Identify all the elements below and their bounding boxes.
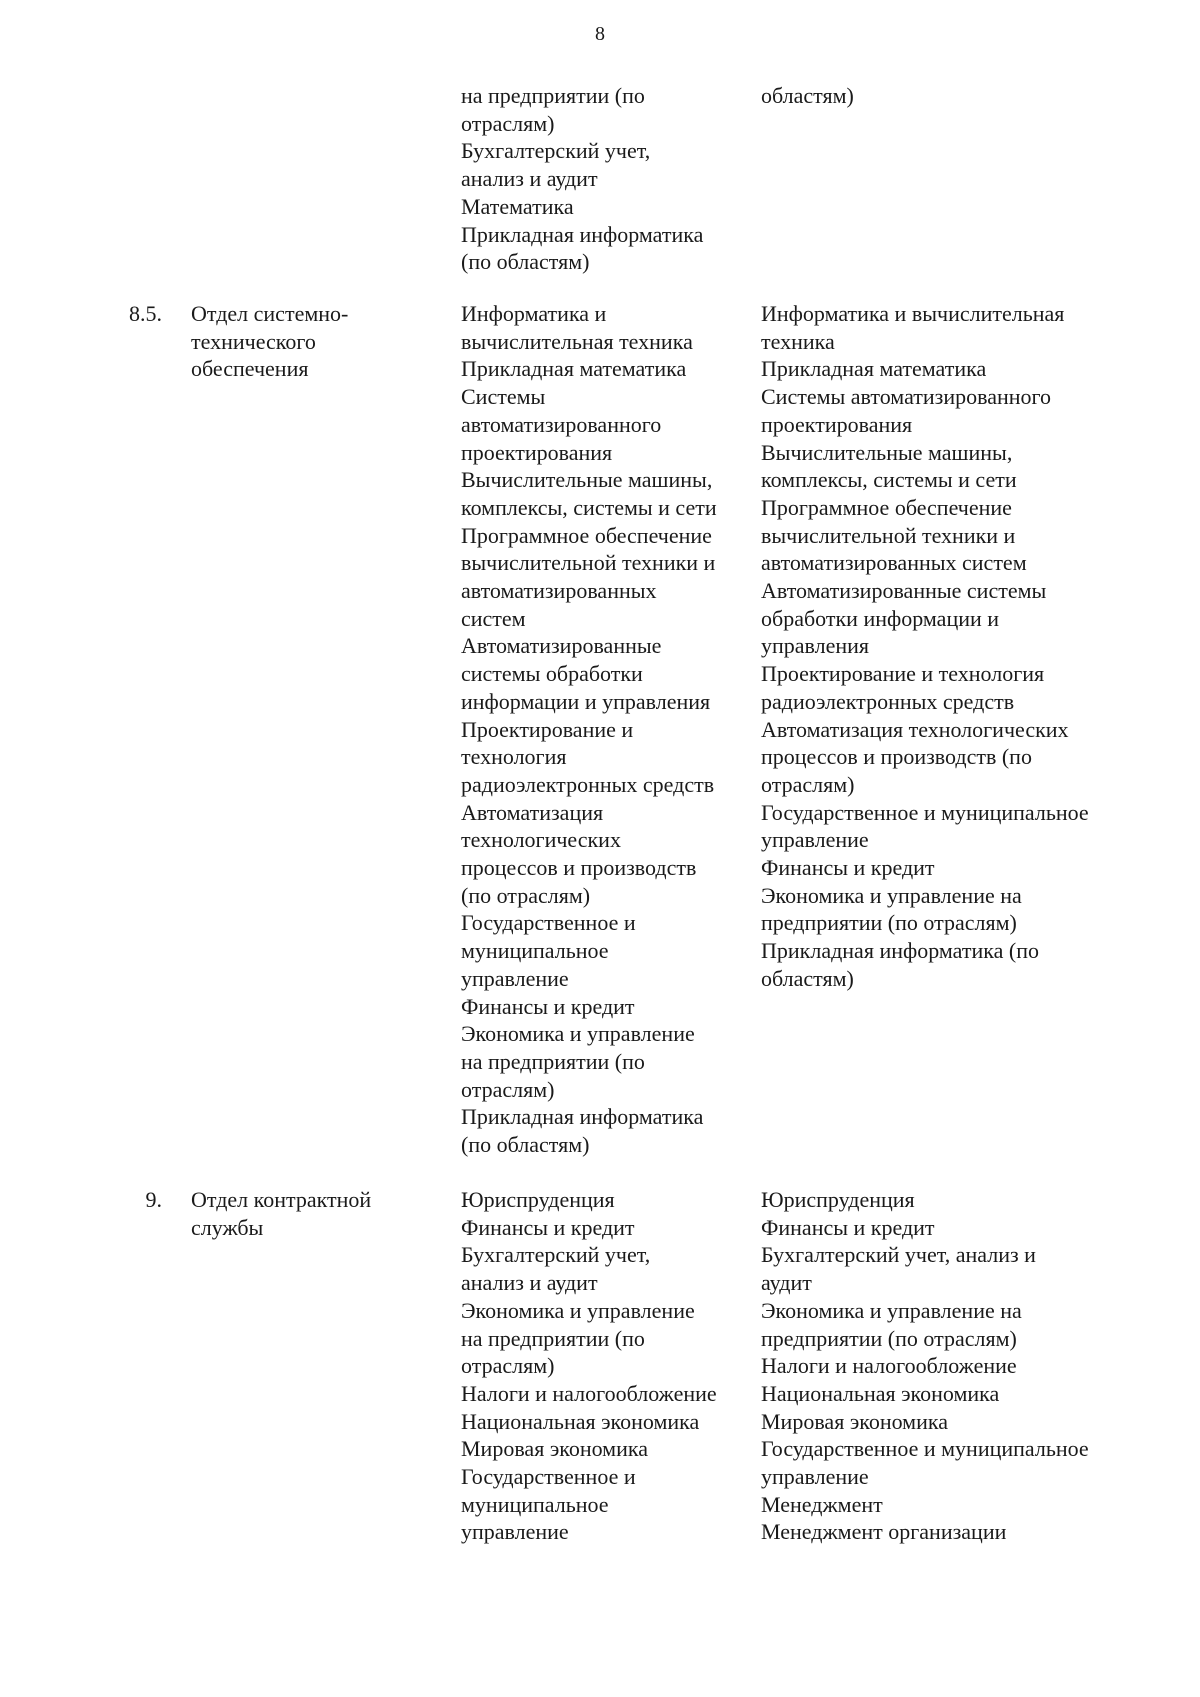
text-line: системы обработки — [461, 661, 643, 687]
text-line: Программное обеспечение — [761, 494, 1012, 520]
text-line: Менеджмент организации — [761, 1519, 1007, 1545]
text-line: отраслям) — [461, 110, 555, 136]
text-line: управление — [461, 1519, 569, 1545]
text-line: Экономика и управление на — [761, 882, 1022, 908]
text-line: автоматизированных систем — [761, 550, 1027, 576]
text-line: Мировая экономика — [461, 1436, 648, 1462]
text-line: на предприятии (по — [461, 83, 645, 108]
specialty-list-secondary — [761, 82, 1161, 110]
text-line: отраслям) — [461, 1353, 555, 1379]
text-line: обработки информации и — [761, 605, 1000, 631]
text-line: предприятии (по отраслям) — [761, 1325, 1017, 1351]
text-line: Автоматизированные — [461, 633, 662, 659]
specialty-list-primary — [461, 1186, 761, 1546]
text-line: Автоматизированные системы — [761, 578, 1047, 604]
text-line: Системы автоматизированного — [761, 384, 1052, 410]
text-line: управление — [761, 1464, 869, 1490]
text-line: Национальная экономика — [761, 1380, 1000, 1406]
text-line: Прикладная математика — [461, 356, 687, 382]
row-number: 8.5. — [129, 301, 162, 326]
text-line: Отдел системно- — [191, 301, 349, 326]
text-line: областям) — [761, 965, 854, 991]
text-line: Отдел контрактной — [191, 1187, 372, 1212]
text-line: Государственное и муниципальное — [761, 1436, 1089, 1462]
text-line: (по отраслям) — [461, 882, 591, 908]
text-line: Бухгалтерский учет, анализ и — [761, 1242, 1036, 1268]
department-name — [191, 300, 431, 383]
text-line: аудит — [761, 1270, 812, 1296]
text-line: вычислительной техники и — [461, 550, 716, 576]
text-line: (по областям) — [461, 1132, 590, 1158]
text-line: проектирования — [761, 411, 913, 437]
text-line: технологических — [461, 827, 621, 853]
text-line: радиоэлектронных средств — [761, 688, 1015, 714]
text-line: Бухгалтерский учет, — [461, 138, 651, 164]
text-line: технология — [461, 744, 567, 770]
text-line: муниципальное — [461, 1491, 609, 1517]
text-line: Автоматизация — [461, 799, 604, 825]
text-line: Национальная экономика — [461, 1408, 700, 1434]
text-line: Финансы и кредит — [461, 1214, 635, 1240]
text-line: Автоматизация технологических — [761, 716, 1069, 742]
text-line: областям) — [761, 83, 854, 108]
text-line: управления — [761, 633, 870, 659]
text-line: Налоги и налогообложение — [761, 1353, 1017, 1379]
text-line: Экономика и управление — [461, 1297, 695, 1323]
specialty-list-primary — [461, 300, 761, 1159]
text-line: Юриспруденция — [461, 1187, 615, 1212]
text-line: Математика — [461, 193, 574, 219]
text-line: информации и управления — [461, 688, 711, 714]
text-line: муниципальное — [461, 938, 609, 964]
row-number: 9. — [145, 1187, 162, 1212]
text-line: (по областям) — [461, 249, 590, 275]
text-line: анализ и аудит — [461, 1270, 598, 1296]
text-line: Финансы и кредит — [761, 1214, 935, 1240]
text-line: на предприятии (по — [461, 1325, 645, 1351]
text-line: Финансы и кредит — [461, 993, 635, 1019]
text-line: отраслям) — [761, 771, 855, 797]
text-line: Менеджмент — [761, 1491, 883, 1517]
text-line: Бухгалтерский учет, — [461, 1242, 651, 1268]
text-line: службы — [191, 1214, 264, 1240]
text-line: вычислительной техники и — [761, 522, 1016, 548]
text-line: Проектирование и — [461, 716, 634, 742]
page-number: 8 — [595, 23, 605, 45]
text-line: Вычислительные машины, — [761, 439, 1013, 465]
text-line: обеспечения — [191, 356, 309, 382]
text-line: анализ и аудит — [461, 166, 598, 192]
text-line: Вычислительные машины, — [461, 467, 713, 493]
text-line: Финансы и кредит — [761, 855, 935, 881]
text-line: автоматизированных — [461, 578, 657, 604]
text-line: Прикладная математика — [761, 356, 987, 382]
text-line: Прикладная информатика — [461, 221, 704, 247]
text-line: Государственное и — [461, 1464, 636, 1490]
text-line: процессов и производств (по — [761, 744, 1032, 770]
text-line: Экономика и управление на — [761, 1297, 1022, 1323]
text-line: комплексы, системы и сети — [761, 467, 1017, 493]
text-line: проектирования — [461, 439, 613, 465]
text-line: Государственное и муниципальное — [761, 799, 1089, 825]
text-line: Программное обеспечение — [461, 522, 712, 548]
text-line: процессов и производств — [461, 855, 697, 881]
department-name — [191, 1186, 431, 1241]
text-line: на предприятии (по — [461, 1048, 645, 1074]
text-line: Прикладная информатика — [461, 1104, 704, 1130]
text-line: управление — [761, 827, 869, 853]
text-line: систем — [461, 605, 526, 631]
text-line: Экономика и управление — [461, 1021, 695, 1047]
text-line: Проектирование и технология — [761, 661, 1045, 687]
text-line: Информатика и — [461, 301, 607, 326]
text-line: управление — [461, 965, 569, 991]
text-line: вычислительная техника — [461, 328, 693, 354]
text-line: техника — [761, 328, 835, 354]
text-line: радиоэлектронных средств — [461, 771, 715, 797]
text-line: Прикладная информатика (по — [761, 938, 1039, 964]
text-line: Системы — [461, 384, 546, 410]
text-line: предприятии (по отраслям) — [761, 910, 1017, 936]
text-line: Информатика и вычислительная — [761, 301, 1065, 326]
text-line: Налоги и налогообложение — [461, 1380, 717, 1406]
text-line: комплексы, системы и сети — [461, 494, 717, 520]
text-line: Юриспруденция — [761, 1187, 915, 1212]
text-line: Мировая экономика — [761, 1408, 948, 1434]
text-line: Государственное и — [461, 910, 636, 936]
specialty-list-secondary — [761, 300, 1161, 993]
text-line: отраслям) — [461, 1076, 555, 1102]
specialty-list-primary — [461, 82, 761, 276]
text-line: автоматизированного — [461, 411, 662, 437]
specialty-list-secondary — [761, 1186, 1161, 1546]
text-line: технического — [191, 328, 316, 354]
